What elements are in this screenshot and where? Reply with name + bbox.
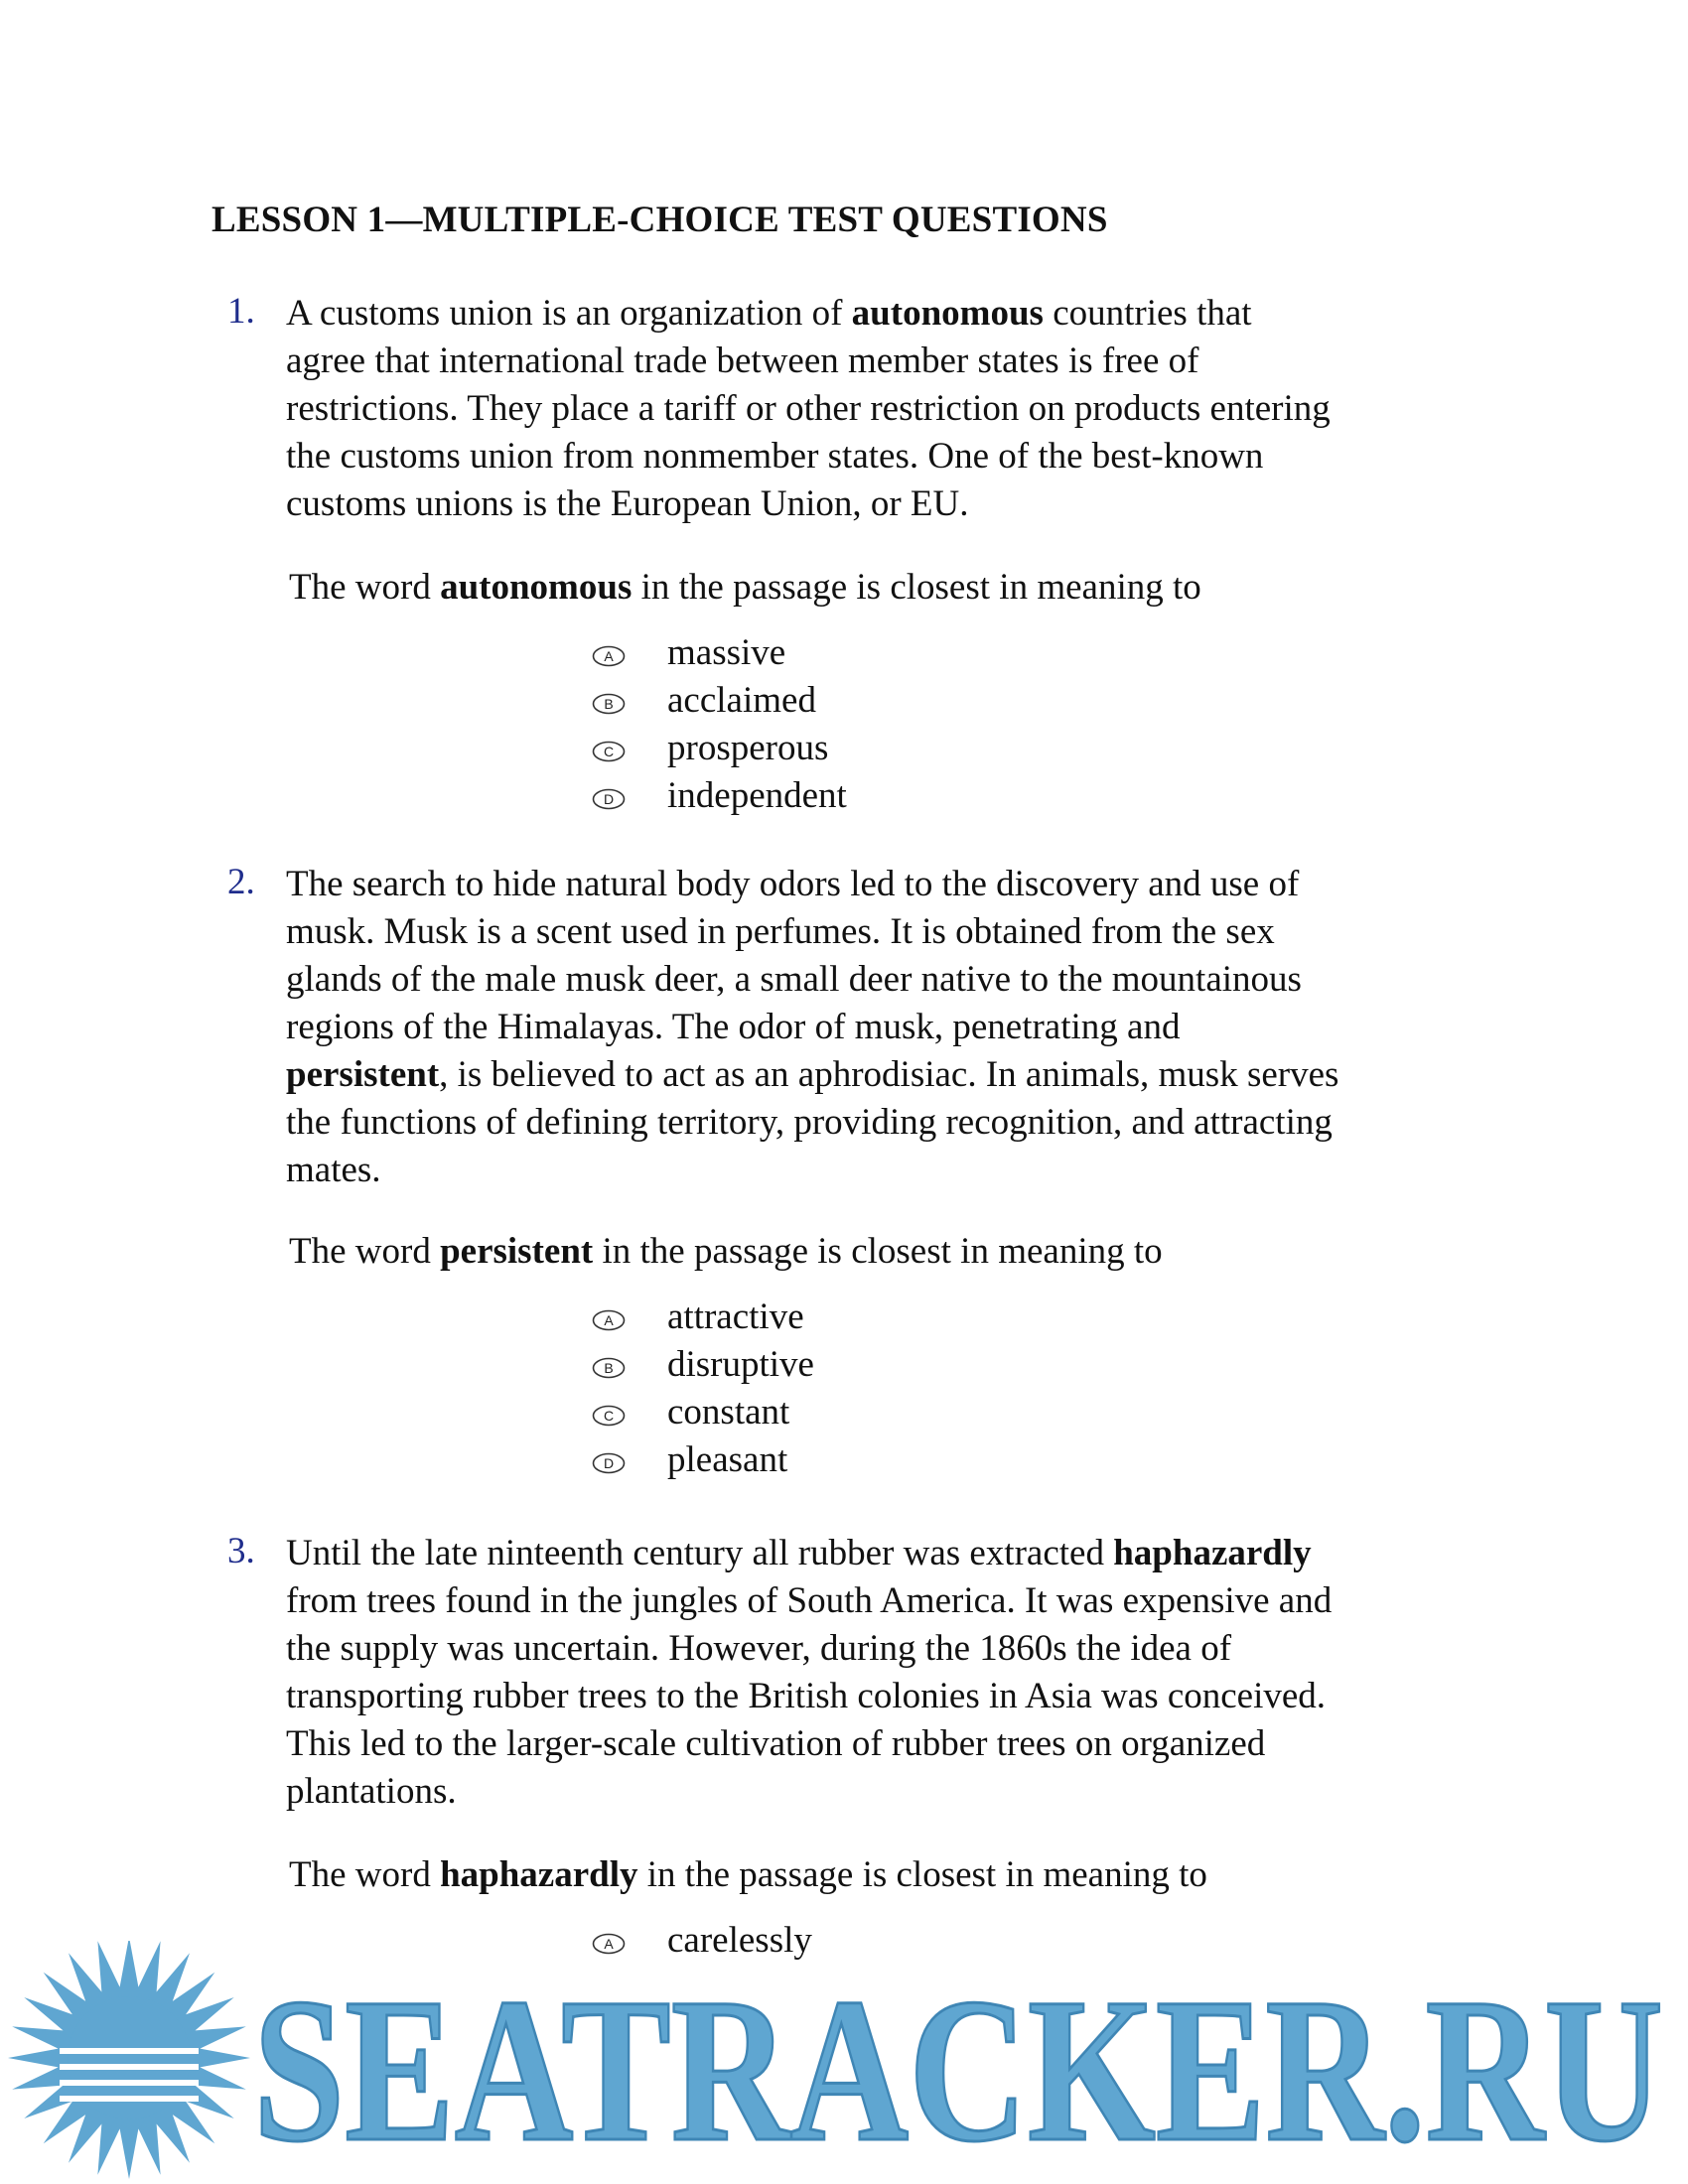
question-prompt: The word persistent in the passage is closest in meaning to xyxy=(289,1231,1163,1272)
svg-text:D: D xyxy=(603,791,615,807)
option-text: attractive xyxy=(667,1297,804,1337)
option-text: disruptive xyxy=(667,1344,814,1385)
svg-text:A: A xyxy=(604,648,614,664)
option-text: acclaimed xyxy=(667,680,816,721)
option-b-oval-icon[interactable] xyxy=(592,693,626,715)
question-number: 3. xyxy=(227,1531,255,1571)
watermark xyxy=(0,1941,1688,2184)
question-passage: The search to hide natural body odors led to the discovery and use of musk. Musk is a scent used in perfumes. It is obtained from the sex glands of the male musk deer, a small deer native to the mountainous regions of the Himalayas. The odor of musk, penetrating and persistent, is believed to act as an aphrodisiac. In animals, musk serves the functions of defining territory, providing recognition, and attracting mates. xyxy=(286,864,1339,1190)
option-c-oval-icon[interactable] xyxy=(592,741,626,762)
svg-text:D: D xyxy=(603,1455,615,1471)
question-number: 1. xyxy=(227,291,255,332)
option-a-oval-icon[interactable] xyxy=(592,645,626,667)
question-prompt: The word autonomous in the passage is closest in meaning to xyxy=(289,567,1201,608)
option-b-oval-icon[interactable] xyxy=(592,1357,626,1379)
option-text: massive xyxy=(667,632,786,673)
option-text: pleasant xyxy=(667,1439,788,1480)
svg-text:C: C xyxy=(603,1408,615,1424)
option-d-oval-icon[interactable] xyxy=(592,788,626,810)
option-text: prosperous xyxy=(667,728,829,768)
svg-text:A: A xyxy=(604,1936,614,1952)
question-passage: Until the late ninteenth century all rubber was extracted haphazardly from trees found in the jungles of South America. It was expensive and the supply was uncertain. However, during the 1860s the idea of transporting rubber trees to the British colonies in Asia was conceived. This led to the larger-scale cultivation of rubber trees on organized plantations. xyxy=(286,1533,1333,1812)
watermark-text: SEATRACKER.RU xyxy=(253,1956,1663,2184)
svg-text:B: B xyxy=(604,1360,614,1376)
option-a-oval-icon[interactable] xyxy=(592,1309,626,1331)
option-text: constant xyxy=(667,1392,790,1433)
svg-text:C: C xyxy=(603,744,615,759)
question-passage: A customs union is an organization of autonomous countries that agree that international trade between member states is free of restrictions. They place a tariff or other restriction on products entering the customs union from nonmember states. One of the best-known customs unions is the European Union, or EU. xyxy=(286,293,1331,524)
page-title: LESSON 1—MULTIPLE-CHOICE TEST QUESTIONS xyxy=(211,200,1108,240)
option-text: carelessly xyxy=(667,1920,812,1961)
option-text: independent xyxy=(667,775,847,816)
option-d-oval-icon[interactable] xyxy=(592,1452,626,1474)
svg-text:B: B xyxy=(604,696,614,712)
question-prompt: The word haphazardly in the passage is closest in meaning to xyxy=(289,1854,1207,1895)
question-number: 2. xyxy=(227,862,255,902)
svg-text:A: A xyxy=(604,1312,614,1328)
option-c-oval-icon[interactable] xyxy=(592,1405,626,1427)
sun-logo-icon xyxy=(8,1941,250,2179)
